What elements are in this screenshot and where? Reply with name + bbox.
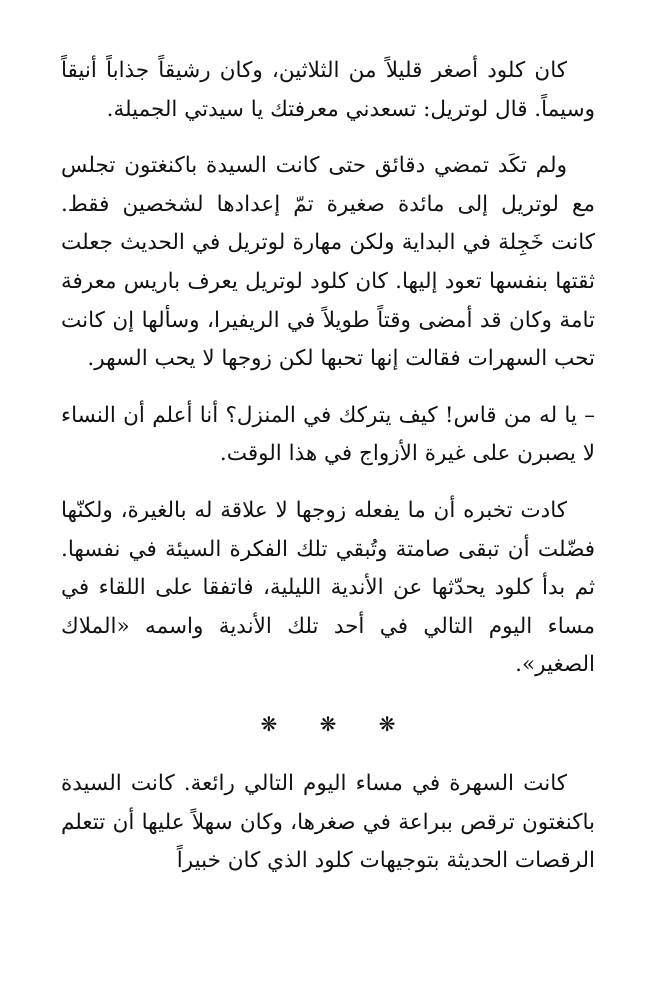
paragraph-dialogue: – يا له من قاس! كيف يتركك في المنزل؟ أنا أعلم أن النساء لا يصبرن على غيرة الأزواج في هذا الوقت. — [61, 402, 595, 467]
paragraph-claude-intro: كان كلود أصغر قليلاً من الثلاثين، وكان رشيقاً جذاباً أنيقاً وسيماً. قال لوتريل: تسعدني معرفتك يا سيدتي الجميلة. — [61, 58, 595, 122]
section-separator: ❋ ❋ ❋ — [260, 711, 414, 736]
paragraph-evening: كانت السهرة في مساء اليوم التالي رائعة. كانت السيدة باكنغتون ترقص ببراعة في صغرها، وكان سهلاً عليها أن تتعلم الرقصات الحديثة بتوجيهات كلود الذي كان خبيراً — [61, 770, 595, 874]
paragraph-dinner-table: ولم تكَد تمضي دقائق حتى كانت السيدة باكنغتون تجلس مع لوتريل إلى مائدة صغيرة تمّ إعدادها لشخصين فقط. كانت خَجِلة في البداية ولكن مهارة لوتريل في الحديث جعلت ثقتها بنفسها تعود إليها. كان كلود لوتريل يعرف باريس معرفة تامة وكان قد أمضى وقتاً طويلاً في الريفيرا، وسألها إن كانت تحب السهرات فقالت إنها تحبها لكن زوجها لا يحب السهر. — [61, 153, 595, 372]
book-page — [61, 52, 595, 881]
paragraph-night-clubs: كادت تخبره أن ما يفعله زوجها لا علاقة له بالغيرة، ولكنّها فضّلت أن تبقى صامتة وتُبقي تلك الفكرة السيئة في نفسها. ثم بدأ كلود يحدّثها عن الأندية الليلية، فاتفقا على اللقاء في مساء اليوم التالي في أحد تلك الأندية واسمه «الملاك الصغير». — [61, 497, 595, 678]
